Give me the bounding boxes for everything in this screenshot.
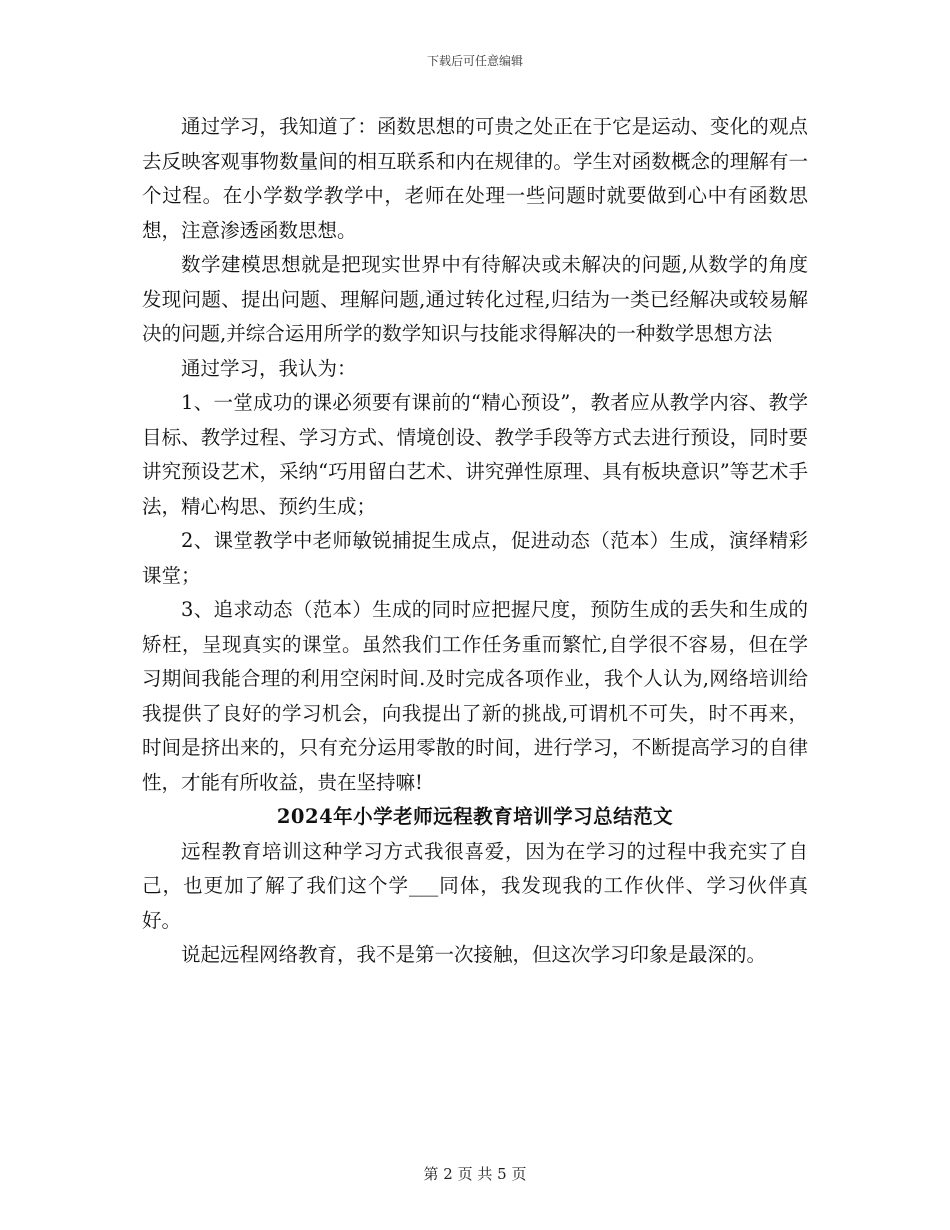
paragraph-point-1: 1、一堂成功的课必须要有课前的“精心预设”，教者应从教学内容、教学目标、教学过程、学习方式、情境创设、教学手段等方式去进行预设，同时要讲究预设艺术，采纳“巧用留白艺术、讲究弹性原理、具有板块意识”等艺术手法，精心构思、预约生成； [142,391,808,518]
paragraph-i-think: 通过学习，我认为： [181,356,357,380]
page-number: 第 2 页 共 5 页 [423,1165,527,1183]
section-title: 2024年小学老师远程教育培训学习总结范文 [276,805,674,828]
paragraph-remote-education: 远程教育培训这种学习方式我很喜爱，因为在学习的过程中我充实了自己，也更加了解了我们这个学___同体，我发现我的工作伙伴、学习伙伴真好。 [142,839,808,932]
paragraph-point-3: 3、追求动态（范本）生成的同时应把握尺度，预防生成的丢失和生成的矫枉，呈现真实的课堂。虽然我们工作任务重而繁忙,自学很不容易，但在学习期间我能合理的利用空闲时间.及时完成各项作业，我个人认为,网络培训给我提供了良好的学习机会，向我提出了新的挑战,可谓机不可失，时不再来，时间是挤出来的，只有充分运用零散的时间，进行学习，不断提高学习的自律性，才能有所收益，贵在坚持嘛! [142,598,808,794]
page-header: 下载后可任意编辑 [426,54,523,68]
paragraph-function-thinking: 通过学习，我知道了：函数思想的可贵之处正在于它是运动、变化的观点去反映客观事物数量间的相互联系和内在规律的。学生对函数概念的理解有一个过程。在小学数学教学中，老师在处理一些问题时就要做到心中有函数思想，注意渗透函数思想。 [142,115,808,242]
paragraph-point-2: 2、课堂教学中老师敏锐捕捉生成点，促进动态（范本）生成，演绎精彩课堂； [142,529,808,587]
document-body [142,110,808,973]
paragraph-first-contact: 说起远程网络教育，我不是第一次接触，但这次学习印象是最深的。 [181,943,767,966]
paragraph-modeling-thinking: 数学建模思想就是把现实世界中有待解决或未解决的问题,从数学的角度发现问题、提出问题、理解问题,通过转化过程,归结为一类已经解决或较易解决的问题,并综合运用所学的数学知识与技能求得解决的一种数学思想方法 [142,253,808,345]
